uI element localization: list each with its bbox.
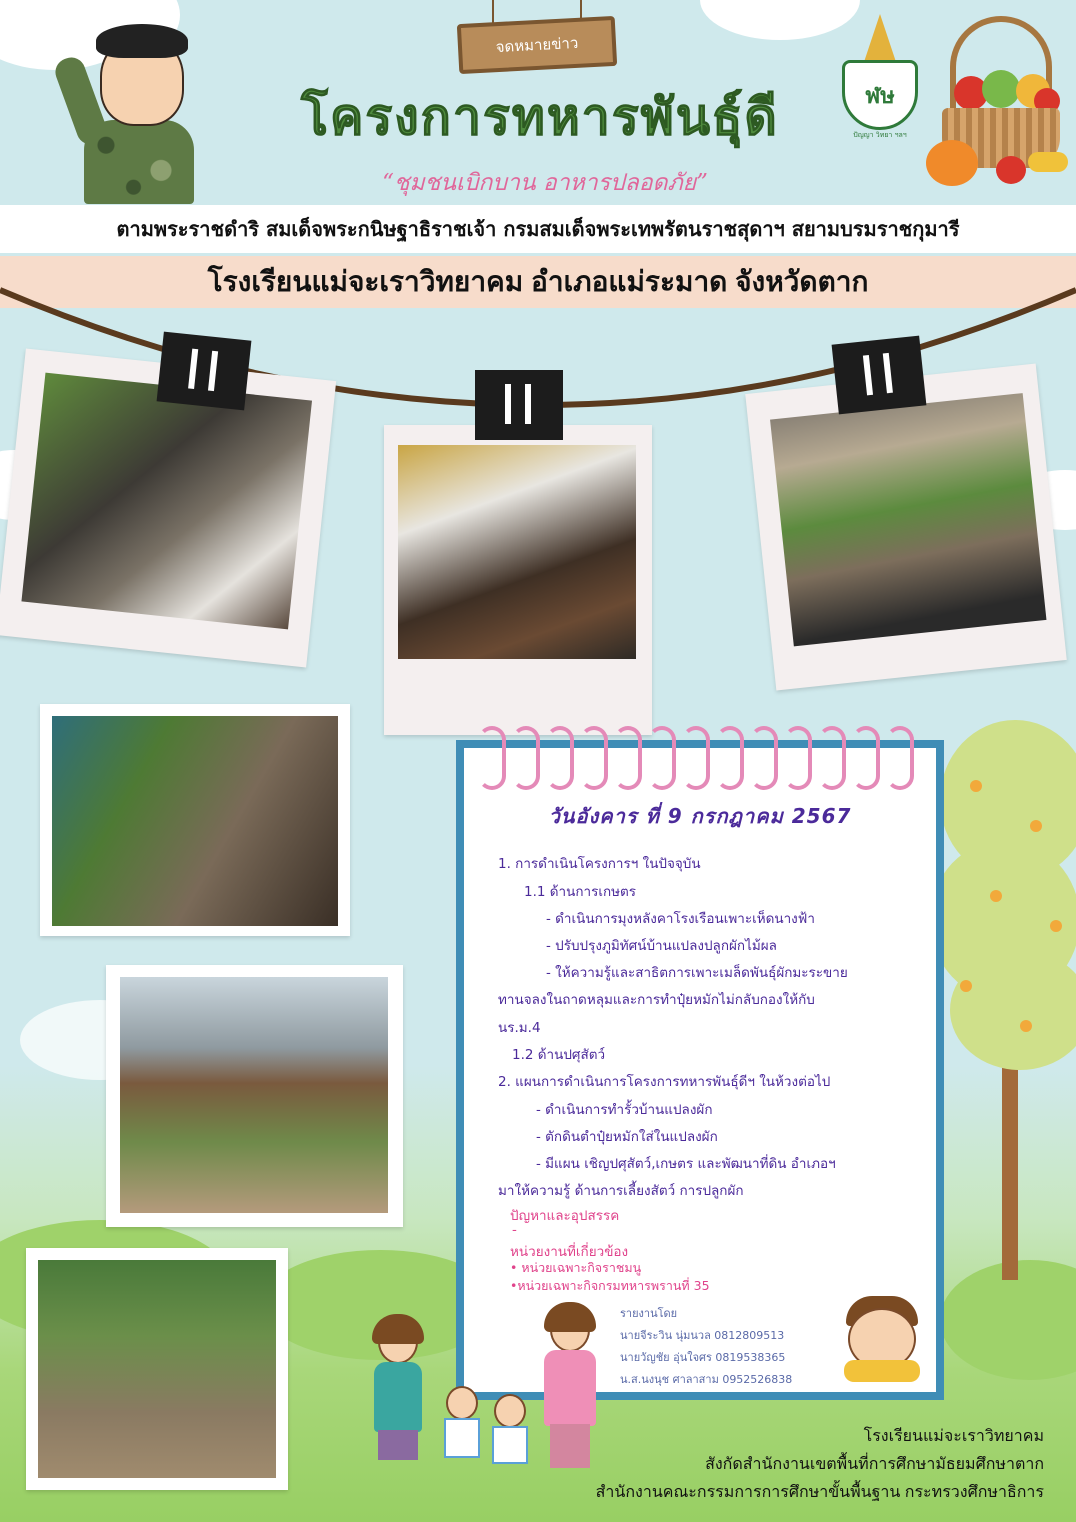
photo-frame — [26, 1248, 288, 1490]
footer-school-name: โรงเรียนแม่จะเราวิทยาคม — [863, 1428, 1044, 1445]
notice-line: 1.2 ด้านปศุสัตว์ — [512, 1047, 606, 1063]
reporter-contact: น.ส.นงนุช ศาลาสาม 0952526838 — [620, 1373, 793, 1386]
photo-frame — [384, 425, 652, 735]
photo-students-watering — [21, 373, 312, 630]
school-logo-icon — [838, 14, 922, 139]
vegetable-basket-icon — [936, 16, 1066, 188]
notice-line: นร.ม.4 — [498, 1020, 541, 1036]
logo-crown — [864, 14, 896, 62]
photo-frame — [40, 704, 350, 936]
agency-item: •หน่วยเฉพาะกิจกรมทหารพรานที่ 35 — [510, 1278, 710, 1293]
logo-motto: ปัญญา วิทยา ฯลฯ — [853, 131, 907, 139]
newsletter-sign: จดหมายข่าว — [457, 16, 617, 74]
agencies-label: หน่วยงานที่เกี่ยวข้อง — [510, 1244, 629, 1260]
page-title: โครงการทหารพันธุ์ดี — [301, 87, 779, 146]
logo-shield: ฬษ — [842, 60, 918, 130]
photo-frame — [745, 364, 1067, 691]
photo-clip-icon — [475, 370, 563, 440]
orange-tree-illustration — [940, 720, 1076, 1280]
notice-line: - ปรับปรุงภูมิทัศน์บ้านแปลงปลูกผักไม้ผล — [546, 938, 777, 954]
notice-line: มาให้ความรู้ ด้านการเลี้ยงสัตว์ การปลูกผัก — [498, 1183, 744, 1199]
boy-peeking-illustration — [840, 1296, 924, 1380]
photo-clip-icon — [157, 332, 252, 411]
school-location-band: โรงเรียนแม่จะเราวิทยาคม อำเภอแม่ระมาด จังหวัดตาก — [0, 256, 1076, 308]
reporter-contact: นายจีระวิน นุ่มนวล 0812809513 — [620, 1329, 785, 1342]
notice-line: - ตักดินตำปุ๋ยหมักใส่ในแปลงผัก — [536, 1129, 718, 1145]
photo-clip-icon — [832, 336, 927, 415]
photo-greenhouse-roof — [120, 977, 388, 1213]
photo-land-clearing — [38, 1260, 276, 1478]
problems-dash: - — [512, 1222, 517, 1238]
photo-students-planting — [398, 445, 636, 659]
notice-date: วันอังคาร ที่ 9 กรกฎาคม 2567 — [548, 804, 852, 828]
notepad-rings — [478, 726, 918, 796]
photo-compost — [52, 716, 338, 926]
problems-label: ปัญหาและอุปสรรค — [510, 1208, 620, 1224]
notice-line: - มีแผน เชิญปศุสัตว์,เกษตร และพัฒนาที่ดิน อำเภอฯ — [536, 1156, 836, 1172]
soldier-body — [84, 120, 194, 204]
reporter-contact: นายวัญชัย อุ่นใจศร 0819538365 — [620, 1351, 786, 1364]
notice-line: - ดำเนินการมุงหลังคาโรงเรือนเพาะเห็ดนางฟ้า — [546, 911, 815, 927]
reporter-label: รายงานโดย — [620, 1307, 678, 1320]
photo-frame — [106, 965, 403, 1227]
royal-initiative-band: ตามพระราชดำริ สมเด็จพระกนิษฐาธิราชเจ้า กรมสมเด็จพระเทพรัตนราชสุดาฯ สยามบรมราชกุมารี — [0, 205, 1076, 253]
agency-item: • หน่วยเฉพาะกิจราชมนู — [510, 1260, 642, 1275]
notice-line: - ให้ความรู้และสาธิตการเพาะเมล็ดพันธุ์ผักมะระขาย — [546, 965, 848, 981]
soldier-beret — [96, 24, 188, 58]
footer-affiliation: สังกัดสำนักงานเขตพื้นที่การศึกษามัธยมศึกษาตาก — [705, 1456, 1044, 1473]
photo-shed-visit — [770, 393, 1046, 646]
notice-line: 2. แผนการดำเนินการโครงการทหารพันธุ์ดีฯ ในห้วงต่อไป — [498, 1074, 831, 1090]
footer-office: สำนักงานคณะกรรมการการศึกษาขั้นพื้นฐาน กระทรวงศึกษาธิการ — [595, 1484, 1044, 1501]
notice-line: 1.1 ด้านการเกษตร — [524, 884, 637, 900]
page-subtitle: “ชุมชนเบิกบาน อาหารปลอดภัย” — [382, 170, 708, 196]
notice-line: ทานจลงในถาดหลุมและการทำปุ๋ยหมักไม่กลับกองให้กับ — [498, 992, 815, 1008]
notice-line: - ดำเนินการทำรั้วบ้านแปลงผัก — [536, 1102, 713, 1118]
sign-rope — [492, 0, 494, 24]
notice-line: 1. การดำเนินโครงการฯ ในปัจจุบัน — [498, 856, 701, 872]
